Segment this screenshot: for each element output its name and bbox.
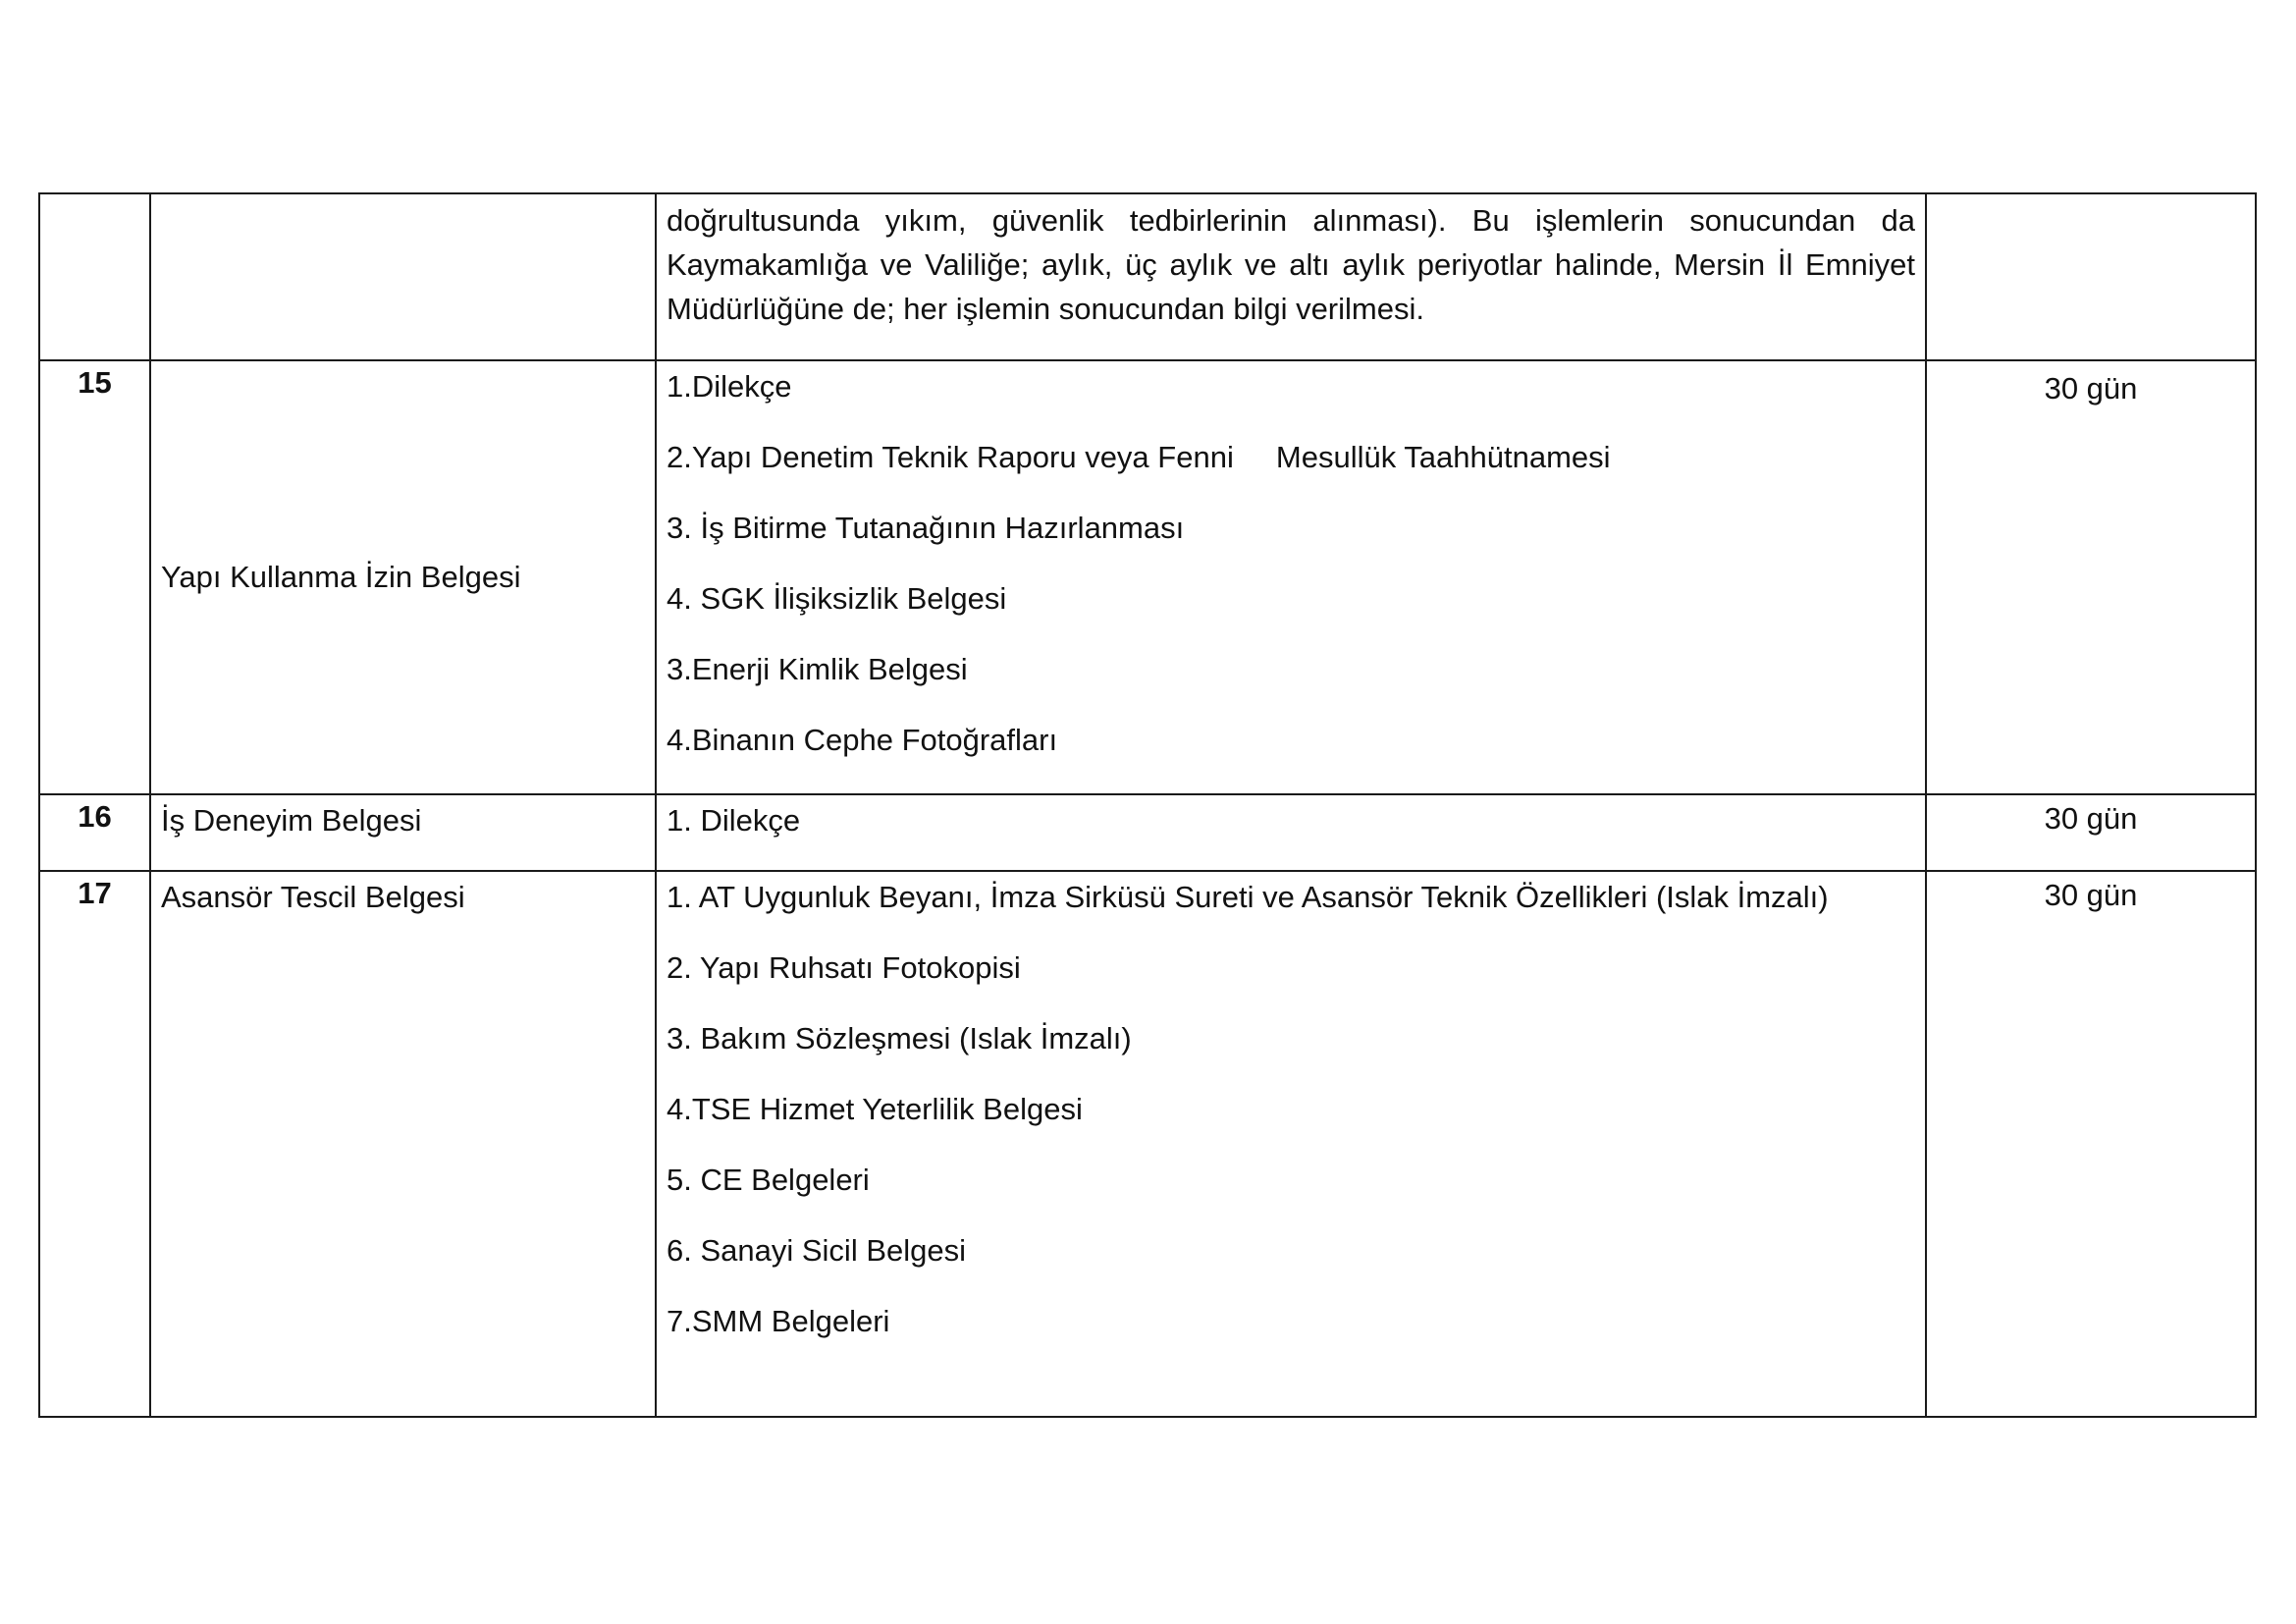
list-item: 4.Binanın Cephe Fotoğrafları — [667, 723, 1058, 757]
continuation-paragraph: doğrultusunda yıkım, güvenlik tedbirlerinin alınması). Bu işlemlerin sonucundan da Kaymakamlığa ve Valiliğe; aylık, üç aylık ve altı aylık periyotlar halinde, Mersin İl Emniyet Müdürlüğüne de; her işlemin sonucundan bilgi verilmesi. — [667, 203, 1915, 326]
list-item: 3. Bakım Sözleşmesi (Islak İmzalı) — [667, 1021, 1132, 1056]
document-list — [667, 365, 1915, 762]
list-item: 2. Yapı Ruhsatı Fotokopisi — [667, 950, 1021, 985]
services-table — [38, 192, 2257, 1418]
row-number-cell: 16 — [39, 794, 150, 871]
completion-time-cell: 30 gün — [1926, 871, 2256, 1417]
row-number-cell: 15 — [39, 360, 150, 794]
list-item: 1. Dilekçe — [667, 803, 801, 838]
table-row — [39, 794, 2256, 871]
required-documents-cell — [656, 794, 1926, 871]
list-item: 4.TSE Hizmet Yeterlilik Belgesi — [667, 1092, 1083, 1126]
list-item: 2.Yapı Denetim Teknik Raporu veya Fenni Mesullük Taahhütnamesi — [667, 440, 1611, 474]
list-item: 5. CE Belgeleri — [667, 1163, 870, 1197]
document-list — [667, 799, 1915, 842]
service-name-cell — [150, 193, 656, 360]
service-name-cell: Yapı Kullanma İzin Belgesi — [150, 360, 656, 794]
row-number-cell: 17 — [39, 871, 150, 1417]
service-name-cell: İş Deneyim Belgesi — [150, 794, 656, 871]
document-list — [667, 876, 1915, 1343]
list-item: 1. AT Uygunluk Beyanı, İmza Sirküsü Sureti ve Asansör Teknik Özellikleri (Islak İmzalı) — [667, 880, 1829, 914]
service-name-cell: Asansör Tescil Belgesi — [150, 871, 656, 1417]
list-item: 4. SGK İlişiksizlik Belgesi — [667, 581, 1007, 616]
table-row — [39, 193, 2256, 360]
list-item: 7.SMM Belgeleri — [667, 1304, 890, 1338]
required-documents-cell — [656, 193, 1926, 360]
list-item: 3. İş Bitirme Tutanağının Hazırlanması — [667, 511, 1185, 545]
row-number-cell — [39, 193, 150, 360]
completion-time-cell: 30 gün — [1926, 360, 2256, 794]
table-row — [39, 360, 2256, 794]
list-item: 3.Enerji Kimlik Belgesi — [667, 652, 968, 686]
list-item: 1.Dilekçe — [667, 369, 792, 404]
required-documents-cell — [656, 871, 1926, 1417]
table-row — [39, 871, 2256, 1417]
completion-time-cell — [1926, 193, 2256, 360]
required-documents-cell — [656, 360, 1926, 794]
completion-time-cell: 30 gün — [1926, 794, 2256, 871]
list-item: 6. Sanayi Sicil Belgesi — [667, 1233, 966, 1268]
